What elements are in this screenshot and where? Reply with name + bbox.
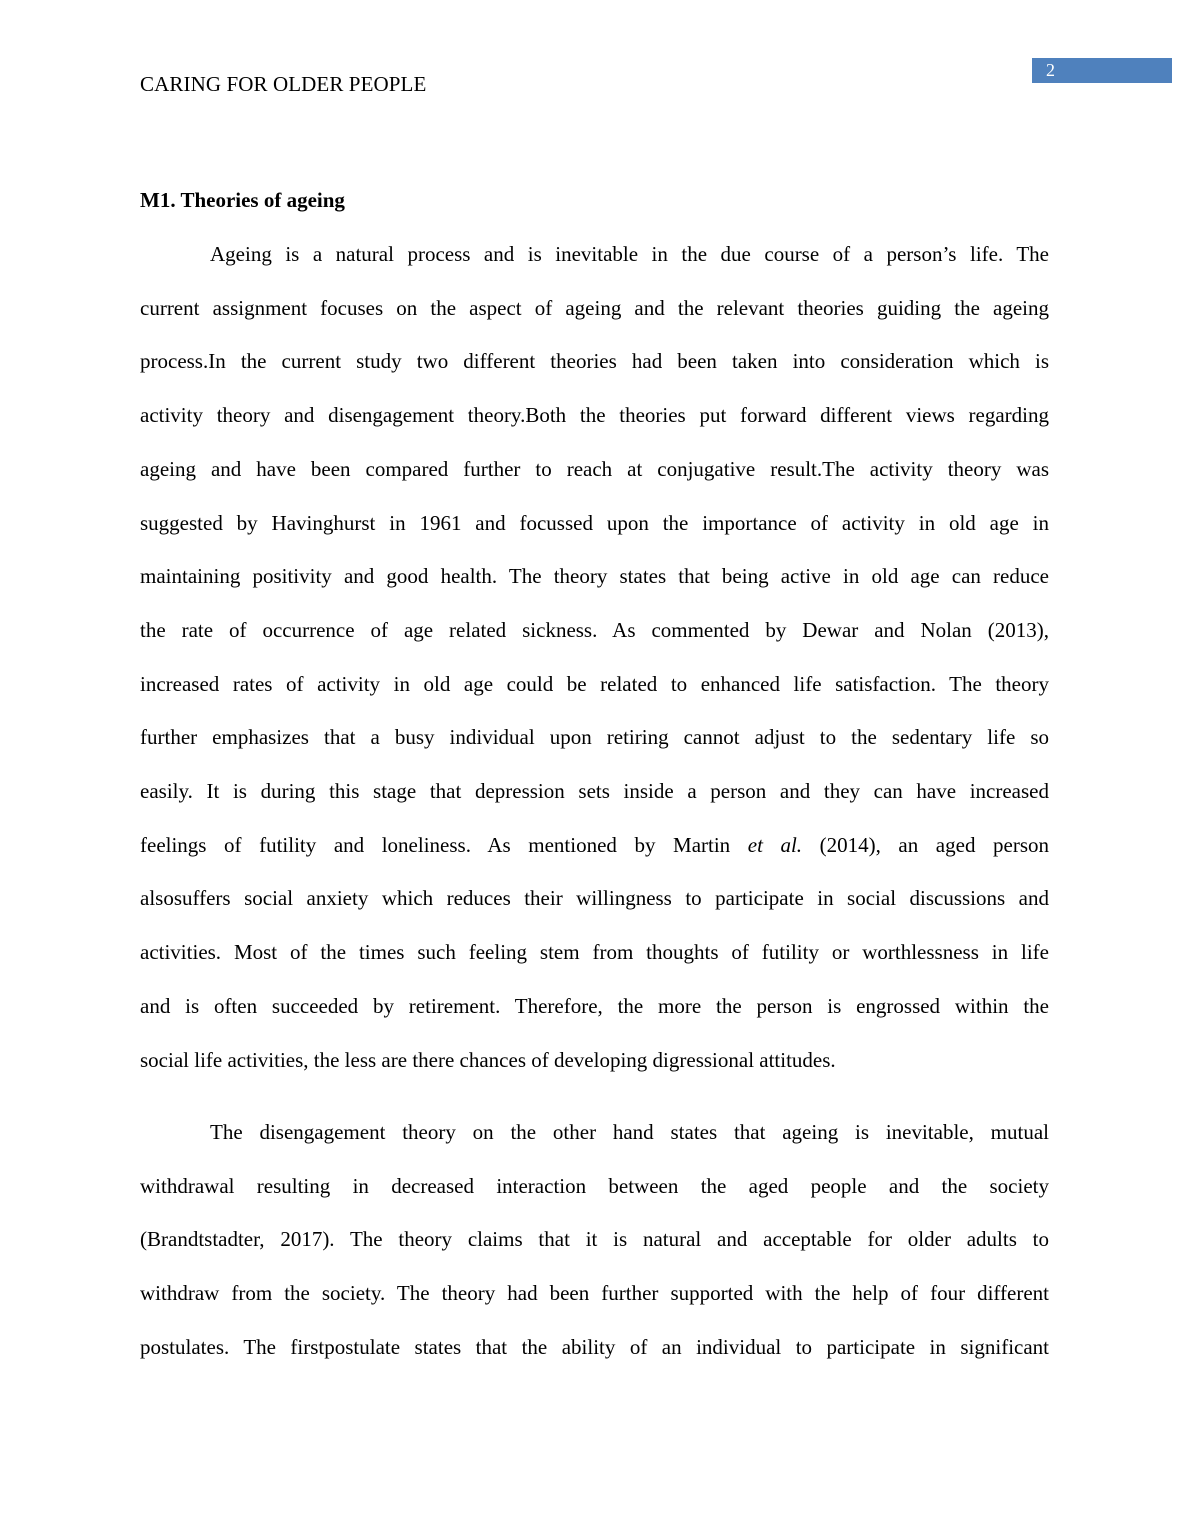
text-line: (Brandtstadter, 2017). The theory claims that it is natural and acceptable for older adults to	[140, 1227, 1049, 1252]
citation-et-al: et al.	[747, 832, 803, 857]
page-number: 2	[1032, 58, 1172, 83]
paragraph-activity-theory	[140, 228, 1049, 1087]
text-line: The disengagement theory on the other hand states that ageing is inevitable, mutual	[210, 1120, 1049, 1144]
text-line: suggested by Havinghurst in 1961 and focussed upon the importance of activity in old age in	[140, 510, 1049, 535]
paragraph-disengagement-theory	[140, 1106, 1049, 1375]
text-line	[140, 819, 1049, 873]
text-line: social life activities, the less are there chances of developing digressional attitudes.	[140, 1047, 836, 1072]
text-line: ageing and have been compared further to reach at conjugative result.The activity theory was	[140, 456, 1049, 481]
text-line: activities. Most of the times such feeling stem from thoughts of futility or worthlessness in life	[140, 940, 1049, 965]
text-line: Ageing is a natural process and is inevitable in the due course of a person’s life. The	[210, 242, 1049, 266]
text-segment: (2014), an aged person	[802, 832, 1049, 857]
text-line: the rate of occurrence of age related sickness. As commented by Dewar and Nolan (2013),	[140, 617, 1049, 642]
text-line: alsosuffers social anxiety which reduces their willingness to participate in social discussions and	[140, 886, 1049, 911]
running-head: CARING FOR OLDER PEOPLE	[140, 72, 427, 96]
text-line: further emphasizes that a busy individual upon retiring cannot adjust to the sedentary life so	[140, 725, 1049, 750]
text-line: current assignment focuses on the aspect of ageing and the relevant theories guiding the ageing	[140, 295, 1049, 320]
text-line: process.In the current study two different theories had been taken into consideration which is	[140, 349, 1049, 374]
text-line: increased rates of activity in old age could be related to enhanced life satisfaction. The theory	[140, 671, 1049, 696]
text-line: and is often succeeded by retirement. Therefore, the more the person is engrossed within the	[140, 993, 1049, 1018]
text-line: easily. It is during this stage that depression sets inside a person and they can have increased	[140, 779, 1049, 804]
text-line: maintaining positivity and good health. The theory states that being active in old age can reduce	[140, 564, 1049, 589]
text-line: withdraw from the society. The theory had been further supported with the help of four different	[140, 1281, 1049, 1306]
text-line: withdrawal resulting in decreased interaction between the aged people and the society	[140, 1173, 1049, 1198]
text-line: activity theory and disengagement theory.Both the theories put forward different views regarding	[140, 403, 1049, 428]
text-line: postulates. The firstpostulate states that the ability of an individual to participate in significant	[140, 1334, 1049, 1359]
text-segment: feelings of futility and loneliness. As mentioned by Martin	[140, 832, 748, 857]
section-heading: M1. Theories of ageing	[140, 188, 345, 212]
